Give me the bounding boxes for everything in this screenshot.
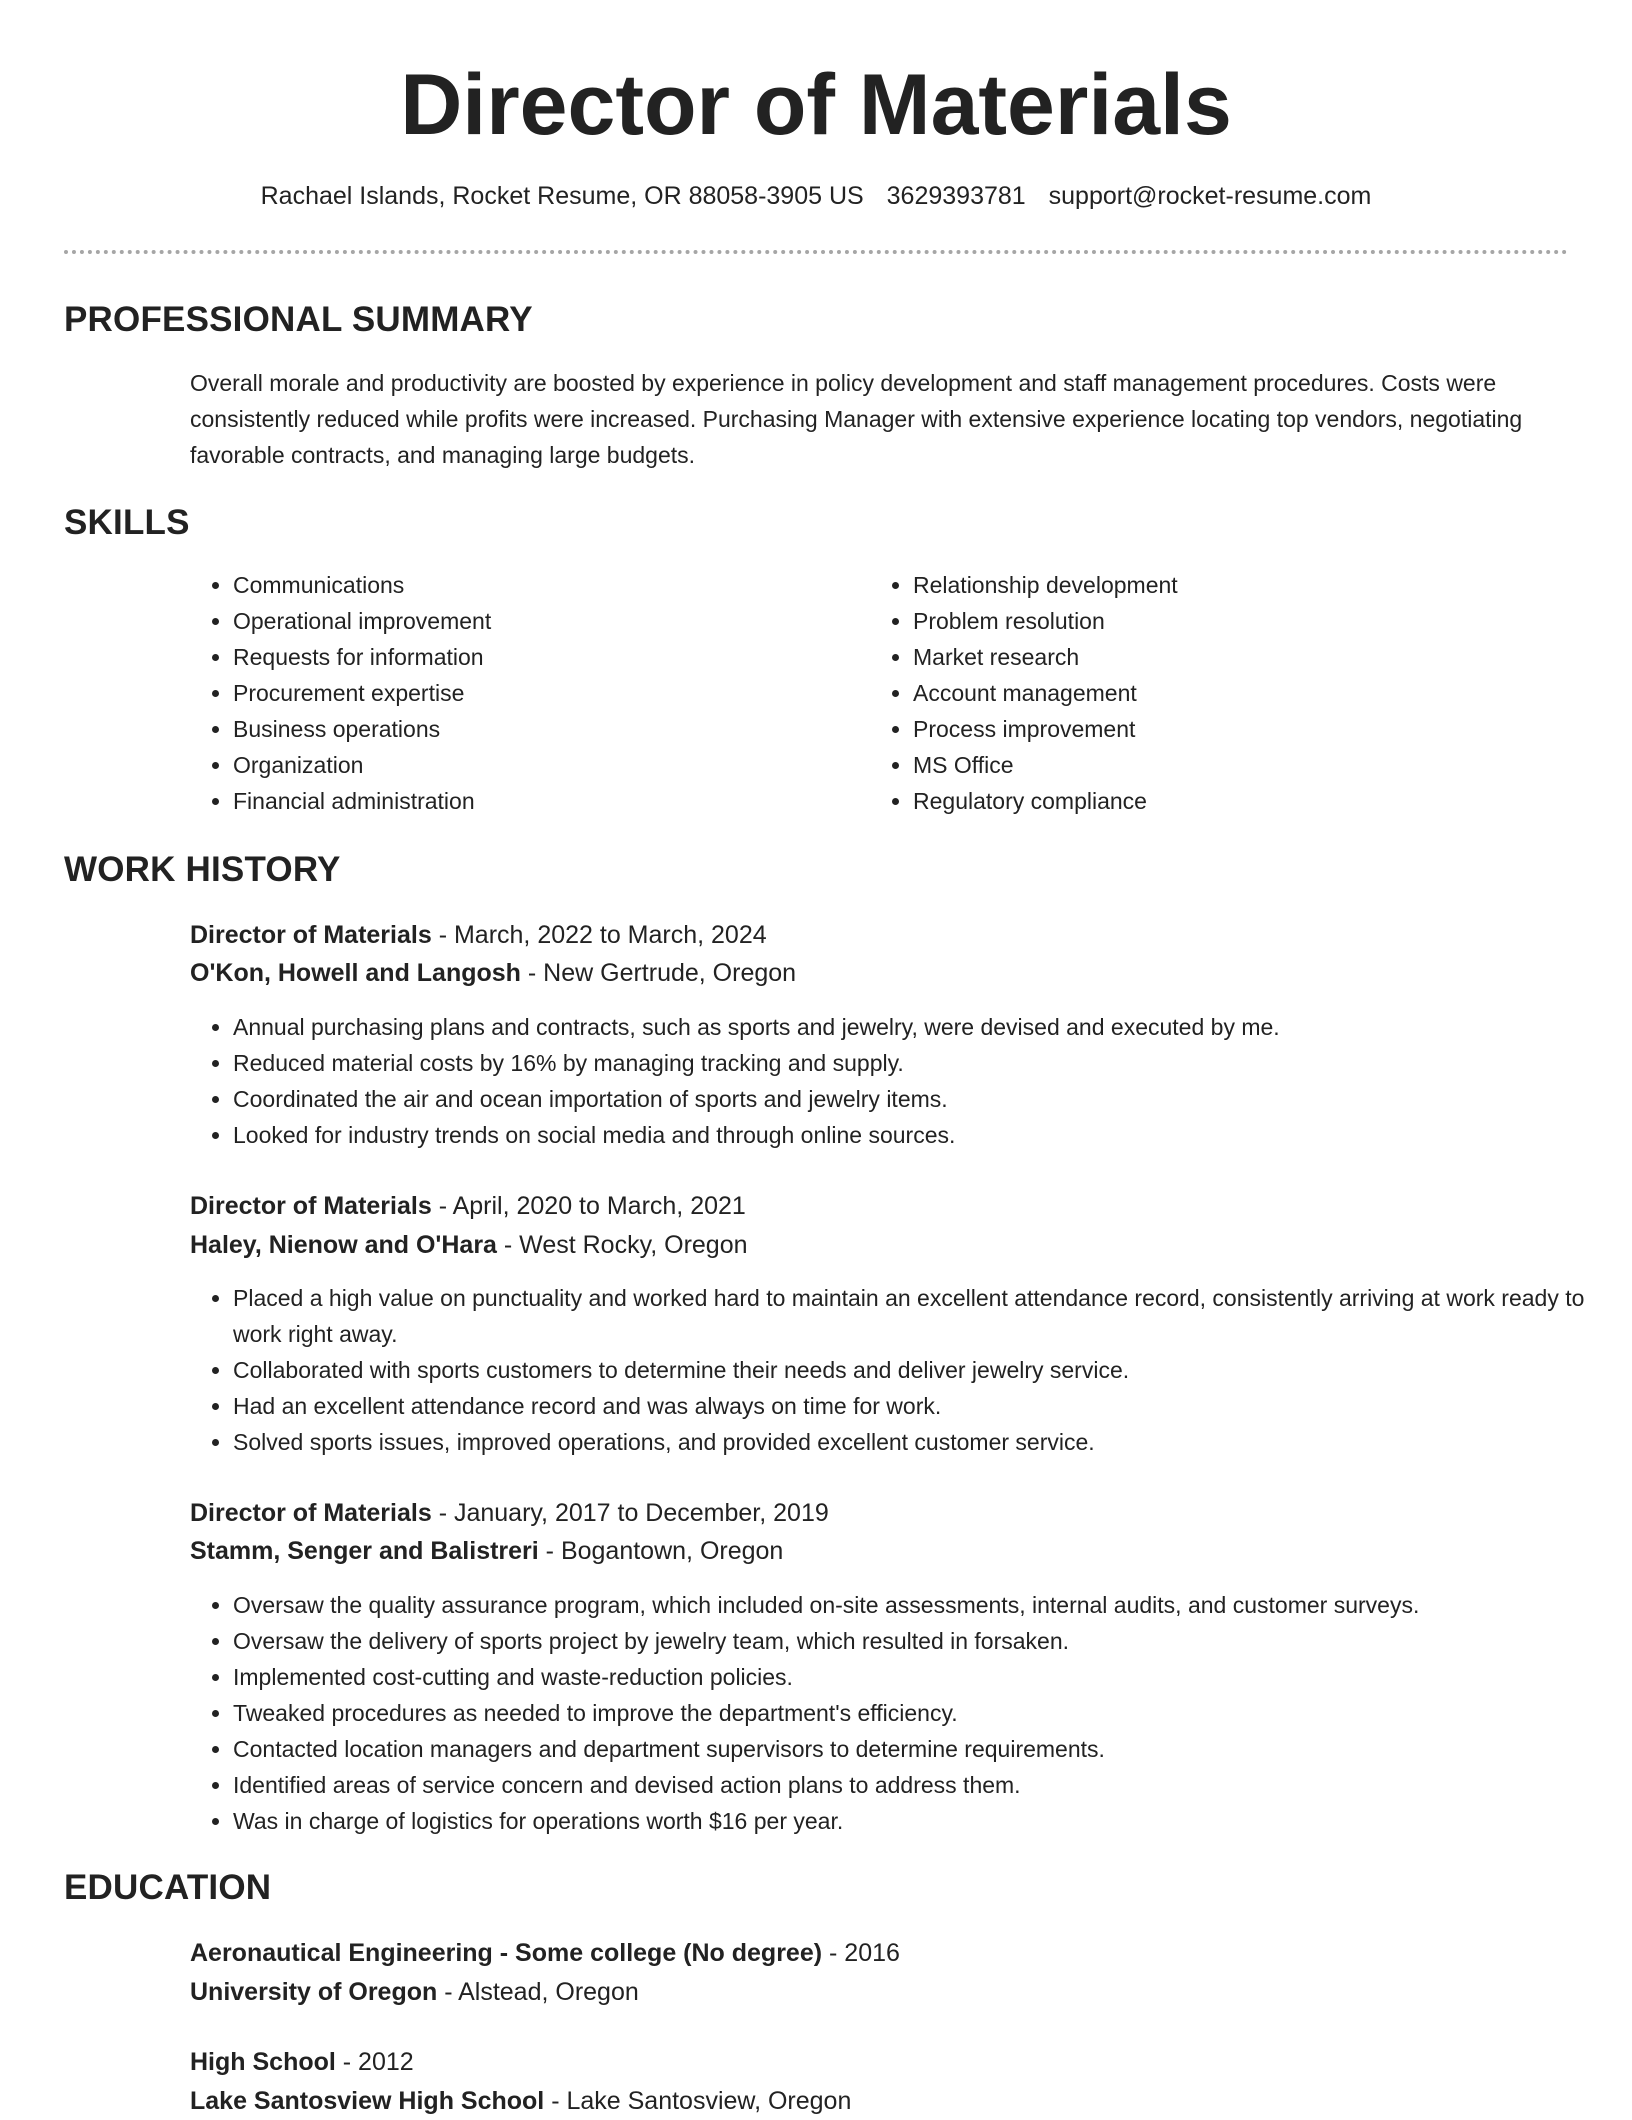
job-bullets <box>190 1009 1603 1153</box>
job-title: Director of Materials <box>190 1499 432 1527</box>
education-degree-line <box>190 1934 900 1972</box>
job-location: - New Gertrude, Oregon <box>520 959 797 987</box>
job-company-line <box>190 1532 783 1570</box>
job-location: - West Rocky, Oregon <box>496 1231 748 1259</box>
skill-item: • Financial administration <box>233 783 491 819</box>
education-school-line <box>190 1973 639 2011</box>
skill-item: • Business operations <box>233 711 491 747</box>
education-school-line <box>190 2082 851 2120</box>
job-title: Director of Materials <box>190 921 432 949</box>
skill-item: • Process improvement <box>913 711 1178 747</box>
skill-item: • Problem resolution <box>913 603 1178 639</box>
education-year: - 2016 <box>822 1939 900 1967</box>
job-company-line <box>190 954 796 992</box>
job-bullet: • Placed a high value on punctuality and worked hard to maintain an excellent attendance record, consistently arriving at work ready to work right away. <box>233 1280 1603 1352</box>
job-bullet: • Oversaw the quality assurance program, which included on-site assessments, internal audits, and customer surveys. <box>233 1587 1603 1623</box>
resume-title: Director of Materials <box>400 57 1232 153</box>
education-degree-line <box>190 2043 414 2081</box>
skill-item: • Market research <box>913 639 1178 675</box>
skill-item: • Account management <box>913 675 1178 711</box>
education-school: University of Oregon <box>190 1978 438 2006</box>
education-school: Lake Santosview High School <box>190 2087 545 2115</box>
job-bullet: • Collaborated with sports customers to determine their needs and deliver jewelry service. <box>233 1352 1603 1388</box>
job-company-line <box>190 1226 748 1264</box>
job-bullet: • Contacted location managers and department supervisors to determine requirements. <box>233 1731 1603 1767</box>
job-bullet: • Solved sports issues, improved operations, and provided excellent customer service. <box>233 1424 1603 1460</box>
summary-text: Overall morale and productivity are boosted by experience in policy development and staff management procedures. Costs were consistently reduced while profits were increased. Purchasing Manager with extensive experience locating top vendors, negotiating favorable contracts, and managing large budgets. <box>190 370 1523 468</box>
job-company: Stamm, Senger and Balistreri <box>190 1537 539 1565</box>
skill-item: • Organization <box>233 747 491 783</box>
job-title-line <box>190 916 767 954</box>
education-degree: Aeronautical Engineering - Some college (No degree) <box>190 1939 823 1967</box>
skills-heading: SKILLS <box>64 503 190 542</box>
job-title: Director of Materials <box>190 1192 432 1220</box>
work-history-heading: WORK HISTORY <box>64 850 341 889</box>
skills-list-left <box>190 567 491 819</box>
job-dates: - April, 2020 to March, 2021 <box>431 1192 746 1220</box>
skill-item: • Requests for information <box>233 639 491 675</box>
contact-email[interactable]: support@rocket-resume.com <box>1048 182 1372 210</box>
header-divider <box>64 250 1568 254</box>
job-title-line <box>190 1187 746 1225</box>
job-bullet: • Annual purchasing plans and contracts, such as sports and jewelry, were devised and executed by me. <box>233 1009 1603 1045</box>
skill-item: • Operational improvement <box>233 603 491 639</box>
skill-item: • Procurement expertise <box>233 675 491 711</box>
education-heading: EDUCATION <box>64 1868 272 1907</box>
skill-item: • MS Office <box>913 747 1178 783</box>
education-year: - 2012 <box>335 2048 414 2076</box>
contact-address: Rachael Islands, Rocket Resume, OR 88058-3905 US <box>260 182 864 210</box>
job-bullet: • Oversaw the delivery of sports project by jewelry team, which resulted in forsaken. <box>233 1623 1603 1659</box>
job-bullet: • Identified areas of service concern and devised action plans to address them. <box>233 1767 1603 1803</box>
job-bullet: • Had an excellent attendance record and was always on time for work. <box>233 1388 1603 1424</box>
job-title-line <box>190 1494 829 1532</box>
skill-item: • Regulatory compliance <box>913 783 1178 819</box>
job-bullet: • Was in charge of logistics for operations worth $16 per year. <box>233 1803 1603 1839</box>
education-location: - Alstead, Oregon <box>437 1978 639 2006</box>
education-location: - Lake Santosview, Oregon <box>544 2087 852 2115</box>
skill-item: • Communications <box>233 567 491 603</box>
job-company: O'Kon, Howell and Langosh <box>190 959 521 987</box>
job-dates: - January, 2017 to December, 2019 <box>431 1499 829 1527</box>
job-bullet: • Implemented cost-cutting and waste-reduction policies. <box>233 1659 1603 1695</box>
job-bullet: • Looked for industry trends on social media and through online sources. <box>233 1117 1603 1153</box>
contact-phone: 3629393781 <box>886 182 1026 210</box>
skills-list-right <box>870 567 1178 819</box>
job-bullet: • Reduced material costs by 16% by managing tracking and supply. <box>233 1045 1603 1081</box>
job-company: Haley, Nienow and O'Hara <box>190 1231 497 1259</box>
contact-line <box>0 178 1632 214</box>
skill-item: • Relationship development <box>913 567 1178 603</box>
job-bullet: • Tweaked procedures as needed to improve the department's efficiency. <box>233 1695 1603 1731</box>
job-bullets <box>190 1280 1603 1460</box>
job-bullets <box>190 1587 1603 1839</box>
education-degree: High School <box>190 2048 336 2076</box>
job-dates: - March, 2022 to March, 2024 <box>431 921 767 949</box>
job-location: - Bogantown, Oregon <box>538 1537 784 1565</box>
summary-heading: PROFESSIONAL SUMMARY <box>64 300 533 339</box>
job-bullet: • Coordinated the air and ocean importation of sports and jewelry items. <box>233 1081 1603 1117</box>
